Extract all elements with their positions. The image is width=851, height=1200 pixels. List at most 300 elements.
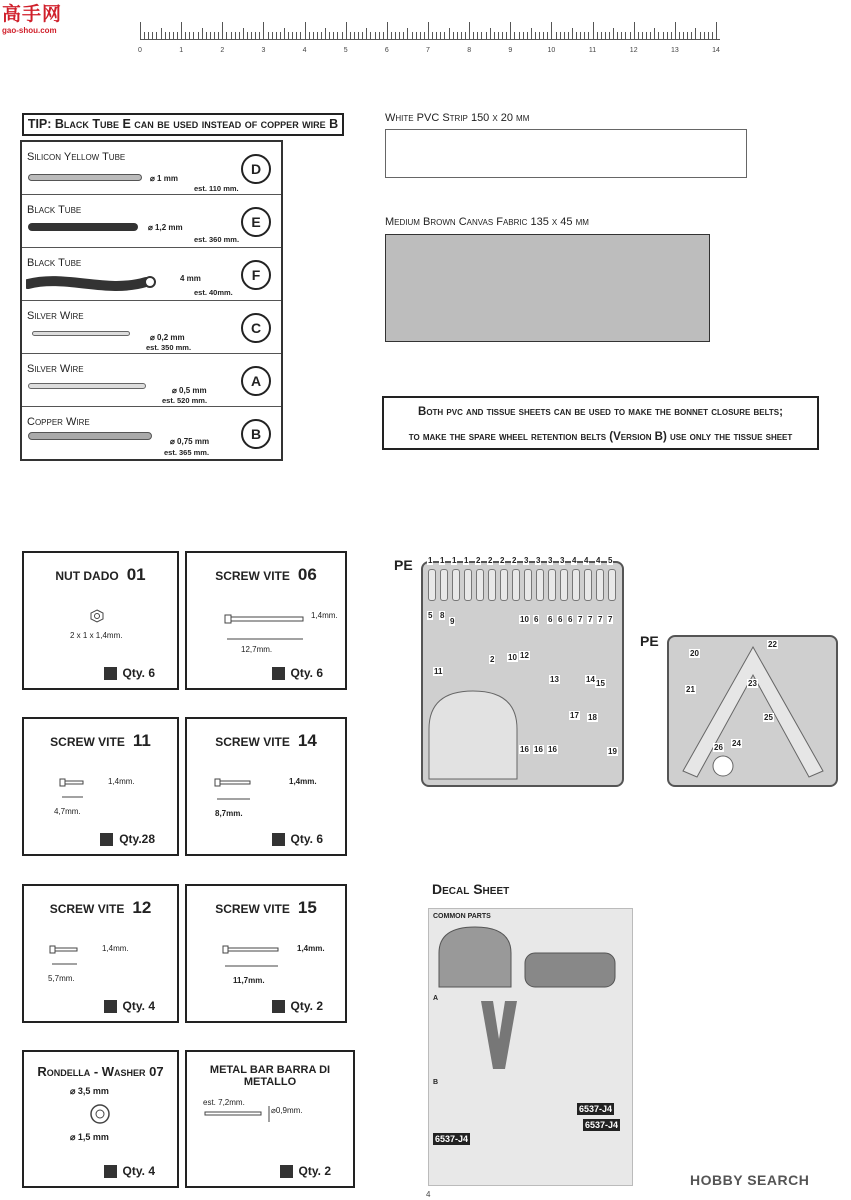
ruler-tick (395, 32, 396, 40)
part-dimension: 12,7mm. (241, 645, 273, 654)
tube-length: est. 520 mm. (162, 396, 208, 405)
ruler-tick (654, 28, 655, 40)
pe-part-number: 25 (764, 713, 773, 722)
ruler-label: 3 (261, 47, 266, 54)
ruler-tick (210, 32, 211, 40)
logo-text: 高手网 (2, 4, 63, 25)
ruler-tick (601, 32, 602, 40)
part-box-screw-14 (185, 717, 347, 856)
pe-part-number: 3 (560, 556, 565, 565)
screw-drawing (221, 942, 285, 976)
ruler-tick (325, 28, 326, 40)
ruler-tick (506, 32, 507, 40)
ruler-label: 6 (384, 47, 389, 54)
ruler-tick (407, 28, 408, 40)
tube-diameter: ⌀ 1 mm (150, 174, 178, 183)
ruler-tick (551, 22, 552, 40)
ruler-tick (617, 32, 618, 40)
ruler-label: 1 (179, 47, 184, 54)
ruler-tick (366, 28, 367, 40)
ruler-tick (502, 32, 503, 40)
ruler-tick (235, 32, 236, 40)
ruler-tick (675, 22, 676, 40)
ruler-label: 0 (138, 47, 142, 54)
ruler-tick (609, 32, 610, 40)
ruler-tick (490, 28, 491, 40)
pe-part-number: 1 (452, 556, 457, 565)
tube-length: est. 360 mm. (194, 235, 240, 244)
pe-part-number: 1 (464, 556, 469, 565)
part-number: 01 (126, 565, 146, 584)
ruler-tick (527, 32, 528, 40)
pe-part-number: 8 (440, 611, 445, 620)
part-quantity: Qty. 2 (290, 998, 323, 1013)
part-box-metal-bar (185, 1050, 355, 1188)
ruler-tick (420, 32, 421, 40)
tube-letter-badge: C (241, 313, 271, 343)
ruler-tick (189, 32, 190, 40)
ruler-tick (543, 32, 544, 40)
ruler-tick (568, 32, 569, 40)
pe-part-number: 14 (586, 675, 595, 684)
ruler-tick (342, 32, 343, 40)
pe-part-number: 21 (686, 685, 695, 694)
ruler-label: 7 (426, 47, 430, 54)
pe-part-number: 5 (428, 611, 433, 620)
ruler-tick (630, 32, 631, 40)
ruler-tick (177, 32, 178, 40)
tube-name: Silicon Yellow Tube (27, 151, 126, 163)
pe-part-number: 9 (450, 617, 455, 626)
measurement-ruler (140, 14, 720, 54)
ruler-label: 11 (588, 47, 597, 54)
pe-part-number: 16 (534, 745, 543, 754)
ruler-tick (399, 32, 400, 40)
ruler-tick (663, 32, 664, 40)
tube-length: est. 40mm. (194, 288, 233, 297)
tube-diameter: ⌀ 0,75 mm (170, 437, 210, 446)
ruler-tick (292, 32, 293, 40)
ruler-tick (280, 32, 281, 40)
ruler-tick (169, 32, 170, 40)
part-box-screw-12 (22, 884, 179, 1023)
license-plate-decal: 6537-J4 (579, 1104, 613, 1114)
ruler-label: 12 (629, 47, 638, 54)
pe-part-number: 7 (598, 615, 603, 624)
washer-drawing (88, 1102, 112, 1126)
pe-part-number: 1 (440, 556, 445, 565)
ruler-tick (667, 32, 668, 40)
ruler-tick (424, 32, 425, 40)
pe-part-number: 6 (558, 615, 563, 624)
ruler-tick (658, 32, 659, 40)
logo-subtext: gao-shou.com (2, 26, 57, 35)
ruler-tick (416, 32, 417, 40)
license-plate-decal: 6537-J4 (585, 1120, 619, 1130)
tube-diameter: ⌀ 0,2 mm (150, 333, 185, 342)
ruler-tick (255, 32, 256, 40)
ruler-tick (494, 32, 495, 40)
ruler-tick (231, 32, 232, 40)
tube-name: Silver Wire (27, 363, 84, 375)
part-quantity: Qty. 6 (122, 665, 155, 680)
belts-note-line2: to make the spare wheel retention belts (Version B) use only the tissue sheet (408, 431, 793, 443)
tube-name: Copper Wire (27, 416, 90, 428)
stripe-decal (479, 999, 519, 1071)
ruler-tick (251, 32, 252, 40)
ruler-tick (222, 22, 223, 40)
part-dimension-secondary: 1,4mm. (311, 611, 338, 620)
tube-name: Black Tube (27, 257, 82, 269)
ruler-tick (428, 22, 429, 40)
ruler-tick (687, 32, 688, 40)
ruler-tick (284, 28, 285, 40)
tube-letter-badge: A (241, 366, 271, 396)
ruler-tick (156, 32, 157, 40)
tube-letter-badge: E (241, 207, 271, 237)
ruler-tick (173, 32, 174, 40)
ruler-tick (564, 32, 565, 40)
ruler-tick (461, 32, 462, 40)
belts-note (382, 396, 819, 450)
pe-part-number: 3 (536, 556, 541, 565)
license-plate-decal: 6537-J4 (435, 1134, 469, 1144)
ruler-tick (457, 32, 458, 40)
grille-part (427, 689, 519, 781)
tube-diameter: 4 mm (180, 274, 201, 283)
pe-part-number: 17 (570, 711, 579, 720)
pe-part-number: 2 (476, 556, 481, 565)
part-quantity: Qty. 4 (122, 1163, 155, 1178)
tubes-table (20, 140, 283, 461)
screw-drawing (213, 775, 273, 809)
pe-part-number: 4 (584, 556, 589, 565)
ruler-tick (313, 32, 314, 40)
pe-part-number: 23 (748, 679, 757, 688)
black-tube-drawing (26, 270, 176, 296)
part-dimension: 4,7mm. (54, 807, 81, 816)
ruler-tick (206, 32, 207, 40)
ruler-tick (383, 32, 384, 40)
part-dimension: 2 x 1 x 1,4mm. (70, 631, 123, 640)
ruler-tick (375, 32, 376, 40)
pe-part-number: 2 (500, 556, 505, 565)
decal-sheet-title: Decal Sheet (432, 881, 510, 897)
tube-letter-badge: D (241, 154, 271, 184)
part-number: 06 (297, 565, 317, 584)
ruler-tick (333, 32, 334, 40)
ruler-tick (226, 32, 227, 40)
part-title: SCREW VITE (215, 569, 290, 583)
ruler-tick (272, 32, 273, 40)
ruler-tick (531, 28, 532, 40)
pe-part-number: 22 (768, 640, 777, 649)
ruler-tick (161, 28, 162, 40)
part-number: 14 (297, 731, 317, 750)
pe-part-number: 19 (608, 747, 617, 756)
part-title: SCREW VITE (49, 902, 125, 916)
tube-row (22, 354, 281, 407)
part-dimension-secondary: 1,4mm. (289, 777, 317, 786)
ruler-tick (317, 32, 318, 40)
ruler-tick (695, 28, 696, 40)
part-quantity: Qty.28 (119, 831, 155, 846)
pe-part-number: 5 (608, 556, 613, 565)
ruler-tick (716, 22, 717, 40)
canvas-fabric-swatch (385, 234, 710, 342)
ruler-tick (469, 22, 470, 40)
ruler-tick (387, 22, 388, 40)
ruler-tick (519, 32, 520, 40)
pe-part-number: 3 (524, 556, 529, 565)
ruler-tick (362, 32, 363, 40)
ruler-tick (605, 32, 606, 40)
ruler-tick (379, 32, 380, 40)
screw-drawing (223, 609, 313, 649)
ruler-tick (449, 28, 450, 40)
ruler-tick (650, 32, 651, 40)
pe-part-number: 10 (520, 615, 529, 624)
pe-part-number: 7 (588, 615, 593, 624)
ruler-tick (691, 32, 692, 40)
tube-name: Silver Wire (27, 310, 84, 322)
decal-header: COMMON PARTS (433, 913, 491, 920)
belts-note-line1: Both pvc and tissue sheets can be used to make the bonnet closure belts; (418, 406, 783, 418)
pe-part-number: 7 (578, 615, 583, 624)
ruler-tick (300, 32, 301, 40)
ruler-tick (185, 32, 186, 40)
ruler-tick (202, 28, 203, 40)
part-quantity: Qty. 6 (290, 831, 323, 846)
pe-part-number: 4 (596, 556, 601, 565)
tip-header: TIP: Black Tube E can be used instead of copper wire B (22, 113, 344, 136)
part-box-nut-01 (22, 551, 179, 690)
pe-part-number: 10 (508, 653, 517, 662)
ruler-tick (354, 32, 355, 40)
pe-label: PE (640, 633, 659, 649)
pe-part-number: 2 (488, 556, 493, 565)
ruler-tick (305, 22, 306, 40)
part-box-screw-06 (185, 551, 347, 690)
site-logo (2, 4, 72, 38)
ruler-label: 8 (467, 47, 472, 54)
ruler-tick (370, 32, 371, 40)
pe-part-number: 1 (428, 556, 433, 565)
ruler-tick (412, 32, 413, 40)
pe-part-number: 12 (520, 651, 529, 660)
ruler-tick (263, 22, 264, 40)
decal-section-a: A (433, 995, 439, 1002)
pe-part-number: 2 (490, 655, 495, 664)
ruler-tick (704, 32, 705, 40)
ruler-tick (712, 32, 713, 40)
ruler-tick (152, 32, 153, 40)
ruler-tick (403, 32, 404, 40)
tube-letter-badge: F (241, 260, 271, 290)
dashboard-decal (435, 923, 625, 993)
part-dimension-secondary: 1,4mm. (108, 777, 135, 786)
ruler-tick (486, 32, 487, 40)
pvc-strip-label: White PVC Strip 150 x 20 mm (385, 112, 530, 124)
ruler-tick (239, 32, 240, 40)
part-dimension-secondary: 1,4mm. (102, 944, 129, 953)
ruler-tick (683, 32, 684, 40)
ruler-tick (473, 32, 474, 40)
ruler-tick (514, 32, 515, 40)
pe-part-number: 6 (534, 615, 539, 624)
tube-row (22, 195, 281, 248)
ruler-tick (700, 32, 701, 40)
part-dimension: ⌀ 3,5 mm (70, 1086, 109, 1096)
ruler-label: 4 (302, 47, 307, 54)
pe-part-number: 20 (690, 649, 699, 658)
part-title: METAL BAR BARRA DI METALLO (209, 1064, 331, 1088)
ruler-tick (481, 32, 482, 40)
ruler-tick (465, 32, 466, 40)
part-quantity: Qty. 6 (290, 665, 323, 680)
ruler-tick (148, 32, 149, 40)
tube-row (22, 407, 281, 459)
pe-part-number: 6 (568, 615, 573, 624)
tube-row (22, 142, 281, 195)
ruler-tick (144, 32, 145, 40)
ruler-tick (358, 32, 359, 40)
ruler-tick (539, 32, 540, 40)
tube-length: est. 350 mm. (146, 343, 192, 352)
canvas-fabric-label: Medium Brown Canvas Fabric 135 x 45 mm (385, 216, 589, 228)
part-box-screw-11 (22, 717, 179, 856)
ruler-tick (243, 28, 244, 40)
ruler-tick (218, 32, 219, 40)
ruler-tick (572, 28, 573, 40)
belt-frame-part (673, 641, 833, 781)
ruler-tick (588, 32, 589, 40)
ruler-tick (259, 32, 260, 40)
part-dimension-secondary: 1,4mm. (297, 944, 325, 953)
ruler-tick (214, 32, 215, 40)
ruler-tick (453, 32, 454, 40)
ruler-label: 14 (712, 47, 720, 54)
ruler-tick (440, 32, 441, 40)
ruler-tick (510, 22, 511, 40)
pe-part-number: 26 (714, 743, 723, 752)
pe-part-number: 18 (588, 713, 597, 722)
page-number: 4 (426, 1190, 431, 1199)
ruler-tick (535, 32, 536, 40)
photo-etch-fret-2 (667, 635, 838, 787)
ruler-tick (321, 32, 322, 40)
tube-diameter: ⌀ 1,2 mm (148, 223, 183, 232)
ruler-tick (625, 32, 626, 40)
tube-length: est. 110 mm. (194, 184, 239, 193)
pe-part-number: 16 (548, 745, 557, 754)
part-title: SCREW VITE (215, 902, 290, 916)
part-number: 11 (132, 731, 151, 750)
pe-part-number: 13 (550, 675, 559, 684)
tube-row (22, 248, 281, 301)
ruler-tick (391, 32, 392, 40)
ruler-tick (621, 32, 622, 40)
ruler-tick (165, 32, 166, 40)
ruler-tick (346, 22, 347, 40)
tube-length: est. 365 mm. (164, 448, 210, 457)
pe-part-number: 7 (608, 615, 613, 624)
pe-part-number: 6 (548, 615, 553, 624)
hobby-search-watermark: HOBBY SEARCH (690, 1172, 810, 1188)
ruler-tick (436, 32, 437, 40)
ruler-tick (193, 32, 194, 40)
part-dimension: 11,7mm. (233, 976, 265, 985)
ruler-tick (646, 32, 647, 40)
tube-diameter: ⌀ 0,5 mm (172, 386, 207, 395)
ruler-tick (523, 32, 524, 40)
ruler-label: 2 (220, 47, 225, 54)
part-box-washer-07 (22, 1050, 179, 1188)
ruler-tick (556, 32, 557, 40)
part-dimension: 8,7mm. (215, 809, 243, 818)
part-quantity: Qty. 4 (122, 998, 155, 1013)
pe-part-number: 11 (434, 667, 443, 676)
ruler-tick (276, 32, 277, 40)
part-dimension: est. 7,2mm. (203, 1098, 245, 1107)
photo-etch-fret-1 (421, 556, 624, 787)
part-box-screw-15 (185, 884, 347, 1023)
pe-part-number: 24 (732, 739, 741, 748)
pe-part-number: 3 (548, 556, 553, 565)
part-dimension-secondary: ⌀0,9mm. (271, 1106, 303, 1115)
ruler-tick (309, 32, 310, 40)
pe-part-number: 2 (512, 556, 517, 565)
part-quantity: Qty. 2 (298, 1163, 331, 1178)
ruler-tick (198, 32, 199, 40)
ruler-label: 5 (343, 47, 348, 54)
ruler-tick (337, 32, 338, 40)
decal-section-b: B (433, 1079, 439, 1086)
pvc-strip-swatch (385, 129, 747, 178)
ruler-tick (247, 32, 248, 40)
ruler-tick (329, 32, 330, 40)
ruler-tick (593, 22, 594, 40)
ruler-tick (642, 32, 643, 40)
screw-drawing (58, 775, 108, 805)
ruler-tick (477, 32, 478, 40)
ruler-tick (181, 22, 182, 40)
ruler-tick (498, 32, 499, 40)
part-number: 12 (132, 898, 152, 917)
pe-label: PE (394, 557, 413, 573)
part-title: NUT DADO (55, 569, 119, 583)
ruler-label: 13 (670, 47, 679, 54)
pe-part-number: 15 (596, 679, 605, 688)
ruler-tick (547, 32, 548, 40)
tube-row (22, 301, 281, 354)
part-dimension-secondary: ⌀ 1,5 mm (70, 1132, 109, 1142)
ruler-tick (584, 32, 585, 40)
part-dimension: 5,7mm. (48, 974, 75, 983)
pe-part-number: 16 (520, 745, 529, 754)
pe-part-number: 4 (572, 556, 577, 565)
decal-sheet (428, 908, 633, 1186)
ruler-tick (288, 32, 289, 40)
ruler-tick (634, 22, 635, 40)
ruler-tick (268, 32, 269, 40)
ruler-tick (432, 32, 433, 40)
ruler-label: 10 (547, 47, 556, 54)
ruler-tick (613, 28, 614, 40)
ruler-tick (708, 32, 709, 40)
part-title: Rondella - Washer 07 (37, 1064, 164, 1079)
part-title: SCREW VITE (215, 735, 290, 749)
